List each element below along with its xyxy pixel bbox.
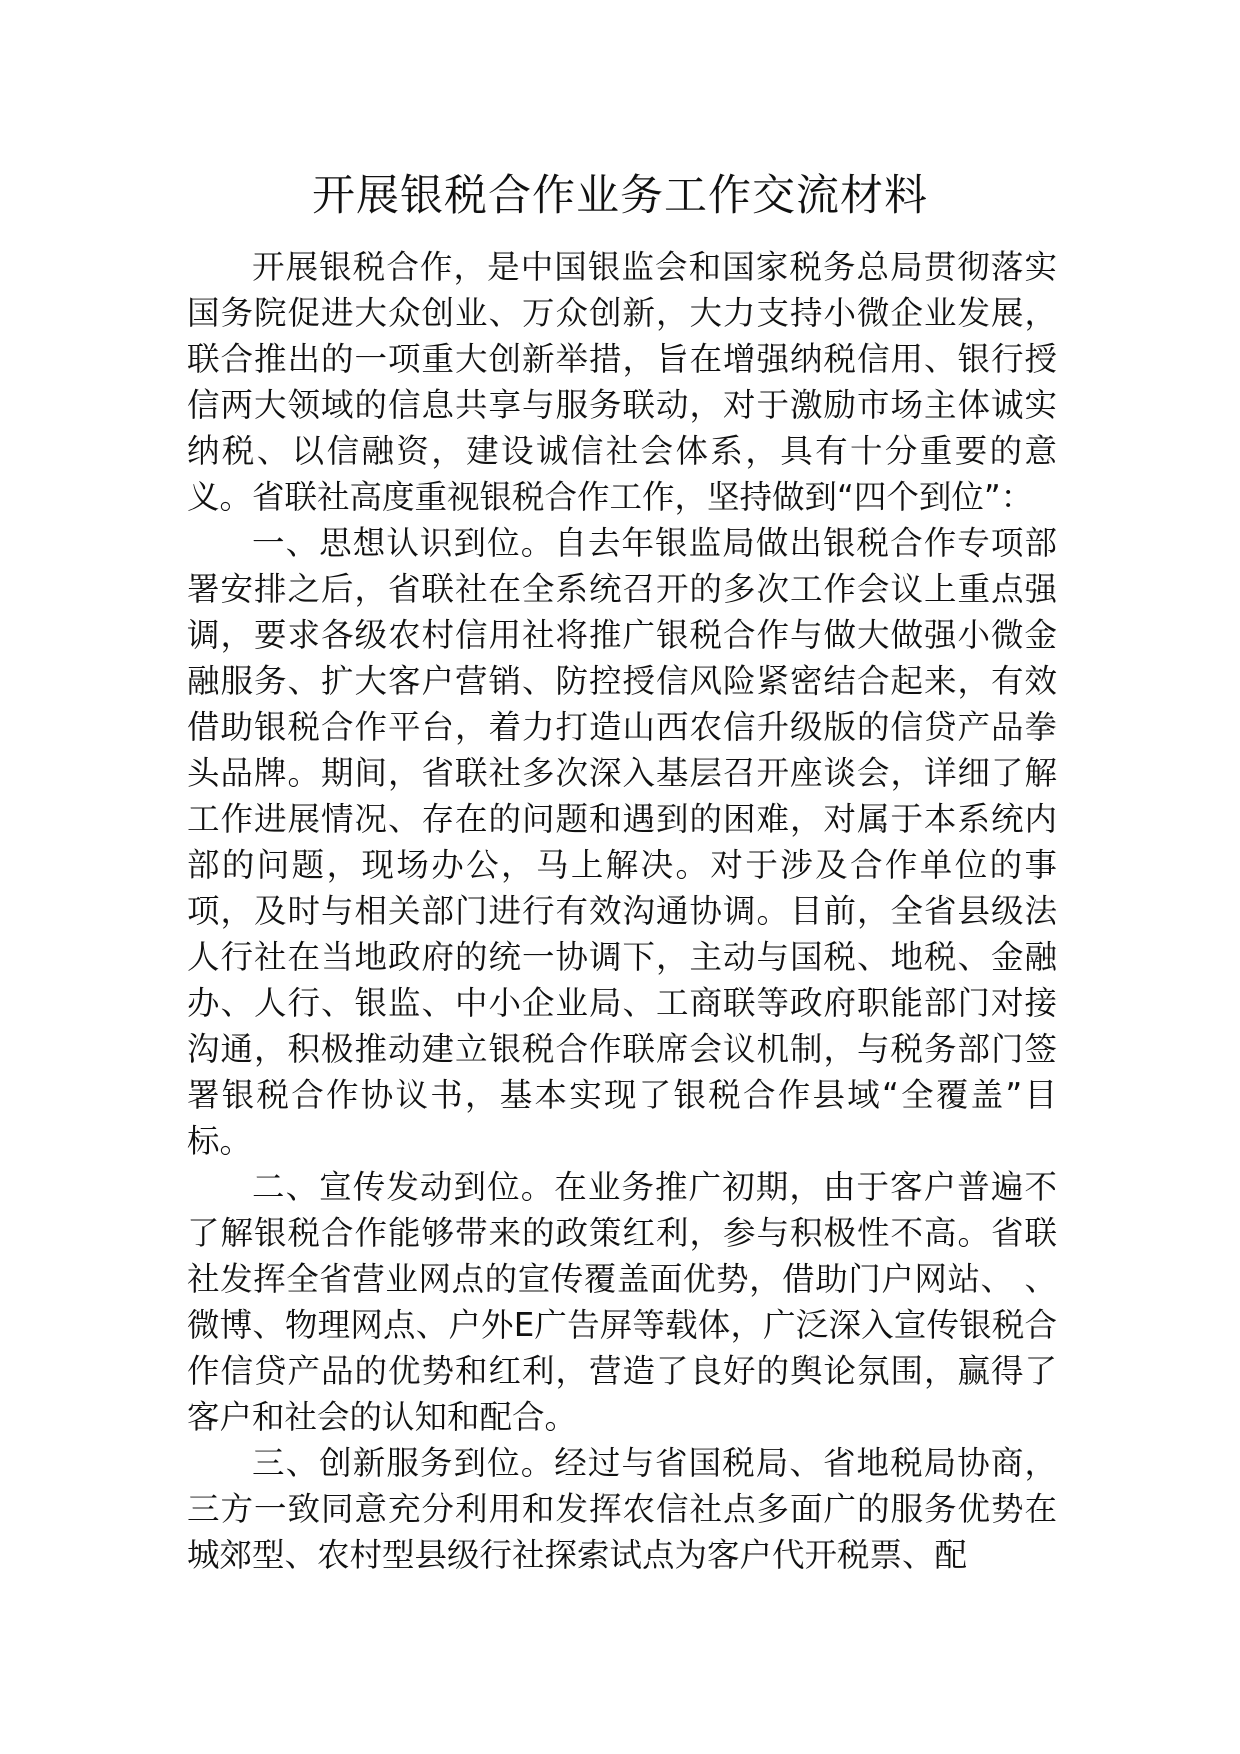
paragraph-section-2: 二、宣传发动到位。在业务推广初期，由于客户普遍不了解银税合作能够带来的政策红利，参与积极性不高。省联社发挥全省营业网点的宣传覆盖面优势，借助门户网站、 、微博、物理网点、户外E广告屏等载体，广泛深入宣传银税合作信贷产品的优势和红利，营造了良好的舆论氛围，赢得了客户和社会的认知和配合。	[187, 1168, 1057, 1436]
paragraph-section-1: 一、思想认识到位。自去年银监局做出银税合作专项部署安排之后，省联社在全系统召开的多次工作会议上重点强调，要求各级农村信用社将推广银税合作与做大做强小微金融服务、扩大客户营销、防控授信风险紧密结合起来，有效借助银税合作平台，着力打造山西农信升级版的信贷产品拳头品牌。期间，省联社多次深入基层召开座谈会，详细了解工作进展情况、存在的问题和遇到的困难，对属于本系统内部的问题，现场办公，马上解决。对于涉及合作单位的事项，及时与相关部门进行有效沟通协调。目前，全省县级法人行社在当地政府的统一协调下，主动与国税、地税、金融办、人行、银监、中小企业局、工商联等政府职能部门对接沟通，积极推动建立银税合作联席会议机制，与税务部门签署银税合作协议书，基本实现了银税合作县域“全覆盖”目标。	[187, 524, 1057, 1160]
document-body	[187, 244, 1057, 1578]
paragraph-intro: 开展银税合作，是中国银监会和国家税务总局贯彻落实国务院促进大众创业、万众创新，大力支持小微企业发展，联合推出的一项重大创新举措，旨在增强纳税信用、银行授信两大领域的信息共享与服务联动，对于激励市场主体诚实纳税、以信融资，建设诚信社会体系，具有十分重要的意义。省联社高度重视银税合作工作，坚持做到“四个到位”：	[187, 248, 1057, 516]
paragraph-section-3: 三、创新服务到位。经过与省国税局、省地税局协商，三方一致同意充分利用和发挥农信社点多面广的服务优势在城郊型、农村型县级行社探索试点为客户代开税票、配	[187, 1444, 1057, 1574]
document-title: 开展银税合作业务工作交流材料	[312, 171, 928, 221]
